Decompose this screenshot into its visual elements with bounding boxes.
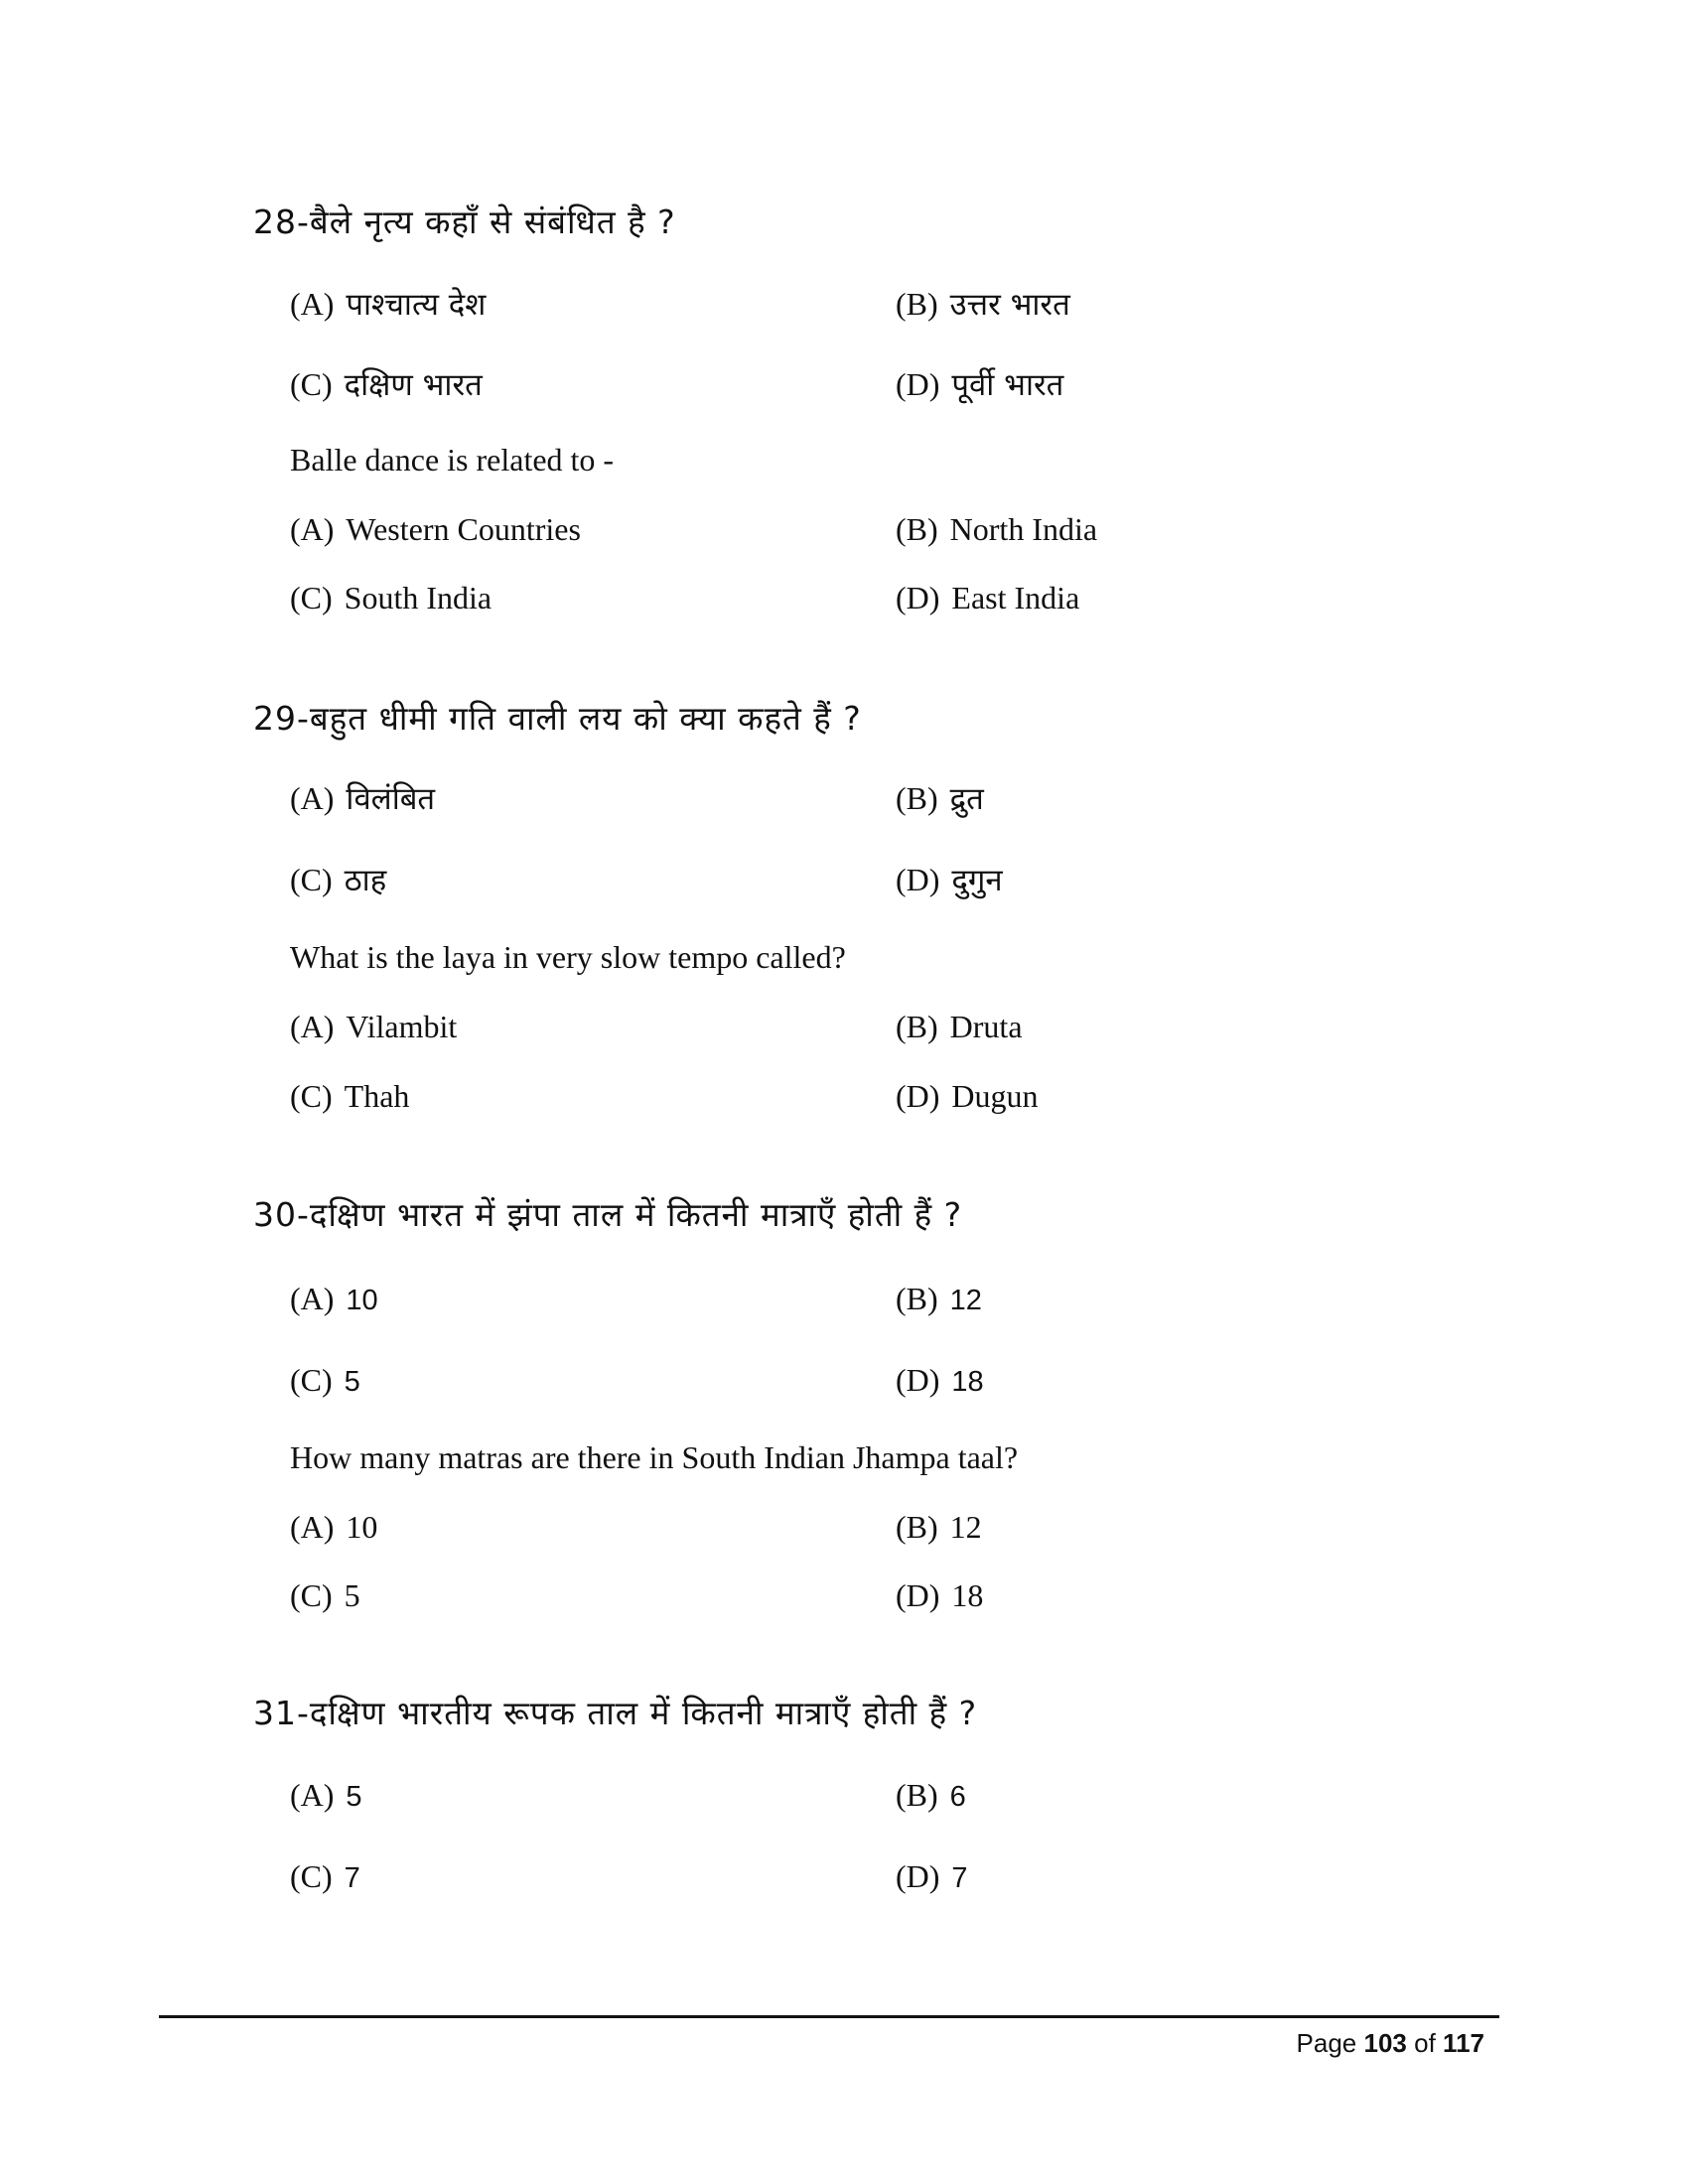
q28-english-option-d: (D) East India bbox=[896, 580, 1080, 615]
q29-english-option-a: (A) Vilambit bbox=[290, 1009, 458, 1044]
q29-english-option-d: (D) Dugun bbox=[896, 1078, 1039, 1114]
question-31-hindi: 31-दक्षिण भारतीय रूपक ताल में कितनी मात्राएँ होती हैं ? bbox=[253, 1694, 978, 1732]
page-number bbox=[1297, 2028, 1484, 2059]
page-of: of bbox=[1414, 2028, 1436, 2058]
q29-english-option-b: (B) Druta bbox=[896, 1009, 1023, 1044]
q30-english-option-d: (D) 18 bbox=[896, 1577, 984, 1613]
question-30-english: How many matras are there in South Indian Jhampa taal? bbox=[290, 1439, 1019, 1475]
page-total: 117 bbox=[1443, 2028, 1484, 2058]
page-current: 103 bbox=[1363, 2028, 1407, 2058]
q29-hindi-option-b: (B) द्रुत bbox=[896, 780, 984, 817]
question-28-english: Balle dance is related to - bbox=[290, 442, 615, 478]
q31-hindi-option-c: (C) 7 bbox=[290, 1858, 360, 1894]
q29-hindi-option-a: (A) विलंबित bbox=[290, 780, 436, 817]
q28-hindi-option-c: (C) दक्षिण भारत bbox=[290, 366, 483, 403]
q29-hindi-option-c: (C) ठाह bbox=[290, 862, 387, 898]
q28-english-option-b: (B) North India bbox=[896, 511, 1098, 547]
q30-english-option-b: (B) 12 bbox=[896, 1509, 982, 1545]
q28-english-option-c: (C) South India bbox=[290, 580, 492, 615]
q28-hindi-option-b: (B) उत्तर भारत bbox=[896, 286, 1070, 323]
question-29-hindi: 29-बहुत धीमी गति वाली लय को क्या कहते हैं ? bbox=[253, 699, 862, 738]
q30-hindi-option-a: (A) 10 bbox=[290, 1281, 378, 1316]
q29-hindi-option-d: (D) दुगुन bbox=[896, 862, 1003, 898]
q28-english-option-a: (A) Western Countries bbox=[290, 511, 581, 547]
q30-english-option-a: (A) 10 bbox=[290, 1509, 378, 1545]
q28-hindi-option-a: (A) पाश्चात्य देश bbox=[290, 286, 487, 323]
q31-hindi-option-b: (B) 6 bbox=[896, 1777, 966, 1813]
q31-hindi-option-a: (A) 5 bbox=[290, 1777, 362, 1813]
question-30-hindi: 30-दक्षिण भारत में झंपा ताल में कितनी मात्राएँ होती हैं ? bbox=[253, 1195, 963, 1234]
q28-hindi-option-d: (D) पूर्वी भारत bbox=[896, 366, 1064, 403]
q29-english-option-c: (C) Thah bbox=[290, 1078, 410, 1114]
q30-hindi-option-c: (C) 5 bbox=[290, 1362, 360, 1398]
q30-hindi-option-d: (D) 18 bbox=[896, 1362, 984, 1398]
question-29-english: What is the laya in very slow tempo called? bbox=[290, 939, 846, 975]
page-prefix: Page bbox=[1296, 2028, 1357, 2058]
q30-hindi-option-b: (B) 12 bbox=[896, 1281, 982, 1316]
q31-hindi-option-d: (D) 7 bbox=[896, 1858, 968, 1894]
q30-english-option-c: (C) 5 bbox=[290, 1577, 360, 1613]
footer-divider bbox=[159, 2015, 1499, 2018]
question-28-hindi: 28-बैले नृत्य कहाँ से संबंधित है ? bbox=[253, 203, 676, 241]
